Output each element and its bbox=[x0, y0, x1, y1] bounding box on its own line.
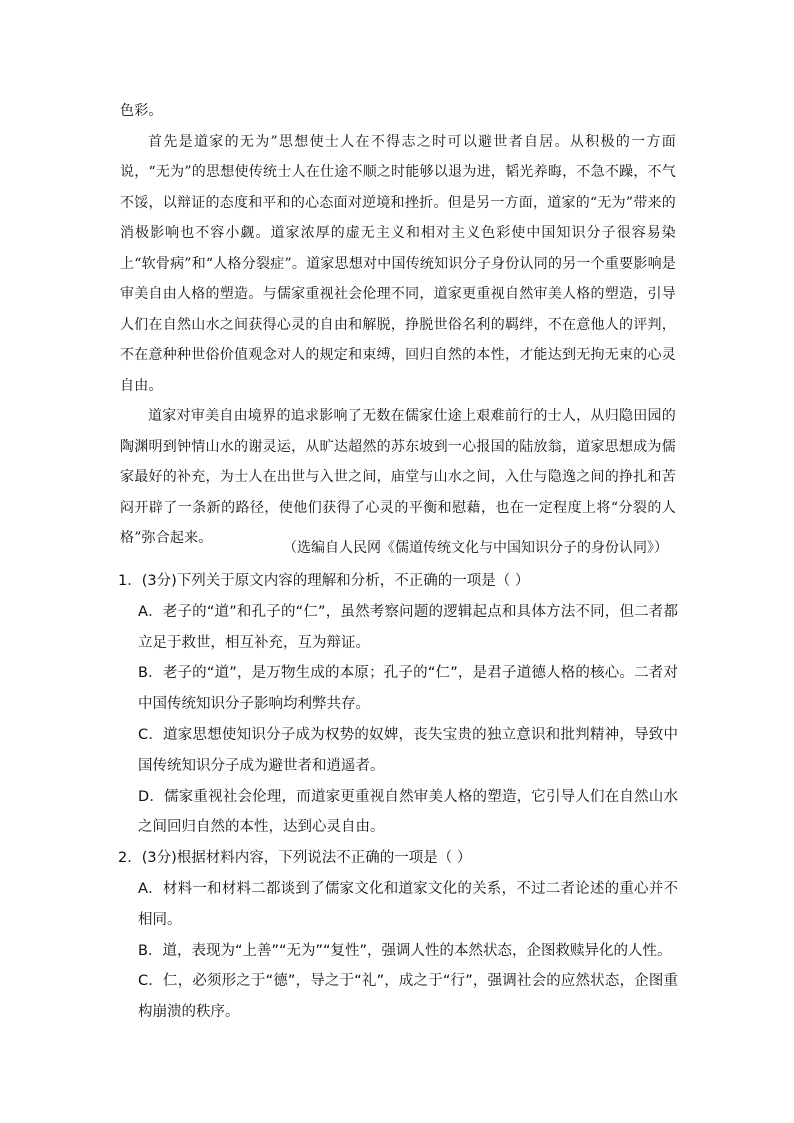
passage-paragraph-2: 首先是道家的无为”思想使士人在不得志之时可以避世者自居。从积极的一方面说，“无为”的思想使传统士人在仕途不顺之时能够以退为进，韬光养晦，不急不躁，不气不馁，以辩证的态度和平和的心态面对逆境和挫折。但是另一方面，道家的“无为”带来的消极影响也不容小觑。道家浓厚的虚无主义和相对主义色彩使中国知识分子很容易染上“软骨病”和“人格分裂症”。道家思想对中国传统知识分子身份认同的另一个重要影响是审美自由人格的塑造。与儒家重视社会伦理不同，道家更重视自然审美人格的塑造，引导人们在自然山水之间获得心灵的自由和解脱，挣脱世俗名利的羁绊，不在意他人的评判，不在意种种世俗价值观念对人的规定和束缚，回归自然的本性，才能达到无拘无束的心灵自由。 bbox=[120, 133, 676, 394]
question-1 bbox=[118, 566, 678, 843]
question-1-option-b: B．老子的“道”，是万物生成的本原；孔子的“仁”，是君子道德人格的核心。二者对中国传统知识分子影响均利弊共存。 bbox=[138, 665, 678, 713]
question-2 bbox=[118, 843, 678, 1028]
question-1-option-c: C．道家思想使知识分子成为权势的奴婢，丧失宝贵的独立意识和批判精神，导致中国传统知识分子成为避世者和逍遥者。 bbox=[138, 726, 678, 774]
question-1-option-d: D．儒家重视社会伦理，而道家更重视自然审美人格的塑造，它引导人们在自然山水之间回归自然的本性，达到心灵自由。 bbox=[138, 788, 678, 836]
question-1-options bbox=[118, 597, 678, 843]
question-2-option-a: A．材料一和材料二都谈到了儒家文化和道家文化的关系，不过二者论述的重心并不相同。 bbox=[138, 880, 678, 928]
question-2-option-b: B．道，表现为“上善”“无为”“复性”，强调人性的本然状态，企图救赎异化的人性。 bbox=[138, 942, 672, 959]
question-1-stem: 1．(3分)下列关于原文内容的理解和分析，不正确的一项是（ ） bbox=[118, 573, 530, 589]
passage-paragraph-3: 道家对审美自由境界的追求影响了无数在儒家仕途上艰难前行的士人，从归隐田园的陶渊明到钟情山水的谢灵运，从旷达超然的苏东坡到一心报国的陆放翁，道家思想成为儒家最好的补充，为士人在出世与入世之间，庙堂与山水之间，入仕与隐逸之间的挣扎和苦闷开辟了一条新的路径，使他们获得了心灵的平衡和慰藉，也在一定程度上将“分裂的人格”弥合起来。 bbox=[120, 408, 676, 546]
question-2-options bbox=[118, 874, 678, 1028]
question-1-option-a: A．老子的“道”和孔子的“仁”，虽然考察问题的逻辑起点和具体方法不同，但二者都立足于救世，相互补充，互为辩证。 bbox=[138, 603, 678, 651]
question-2-option-c: C．仁，必须形之于“德”，导之于“礼”，成之于“行”，强调社会的应然状态，企图重构崩溃的秩序。 bbox=[138, 973, 678, 1021]
passage-paragraph-1: 色彩。 bbox=[120, 103, 163, 119]
question-2-stem: 2．(3分)根据材料内容，下列说法不正确的一项是（ ） bbox=[118, 850, 472, 867]
passage bbox=[120, 96, 676, 554]
passage-source: （选编自人民网《儒道传统文化与中国知识分子的身份认同》） bbox=[283, 540, 668, 556]
question-list bbox=[118, 566, 678, 1028]
